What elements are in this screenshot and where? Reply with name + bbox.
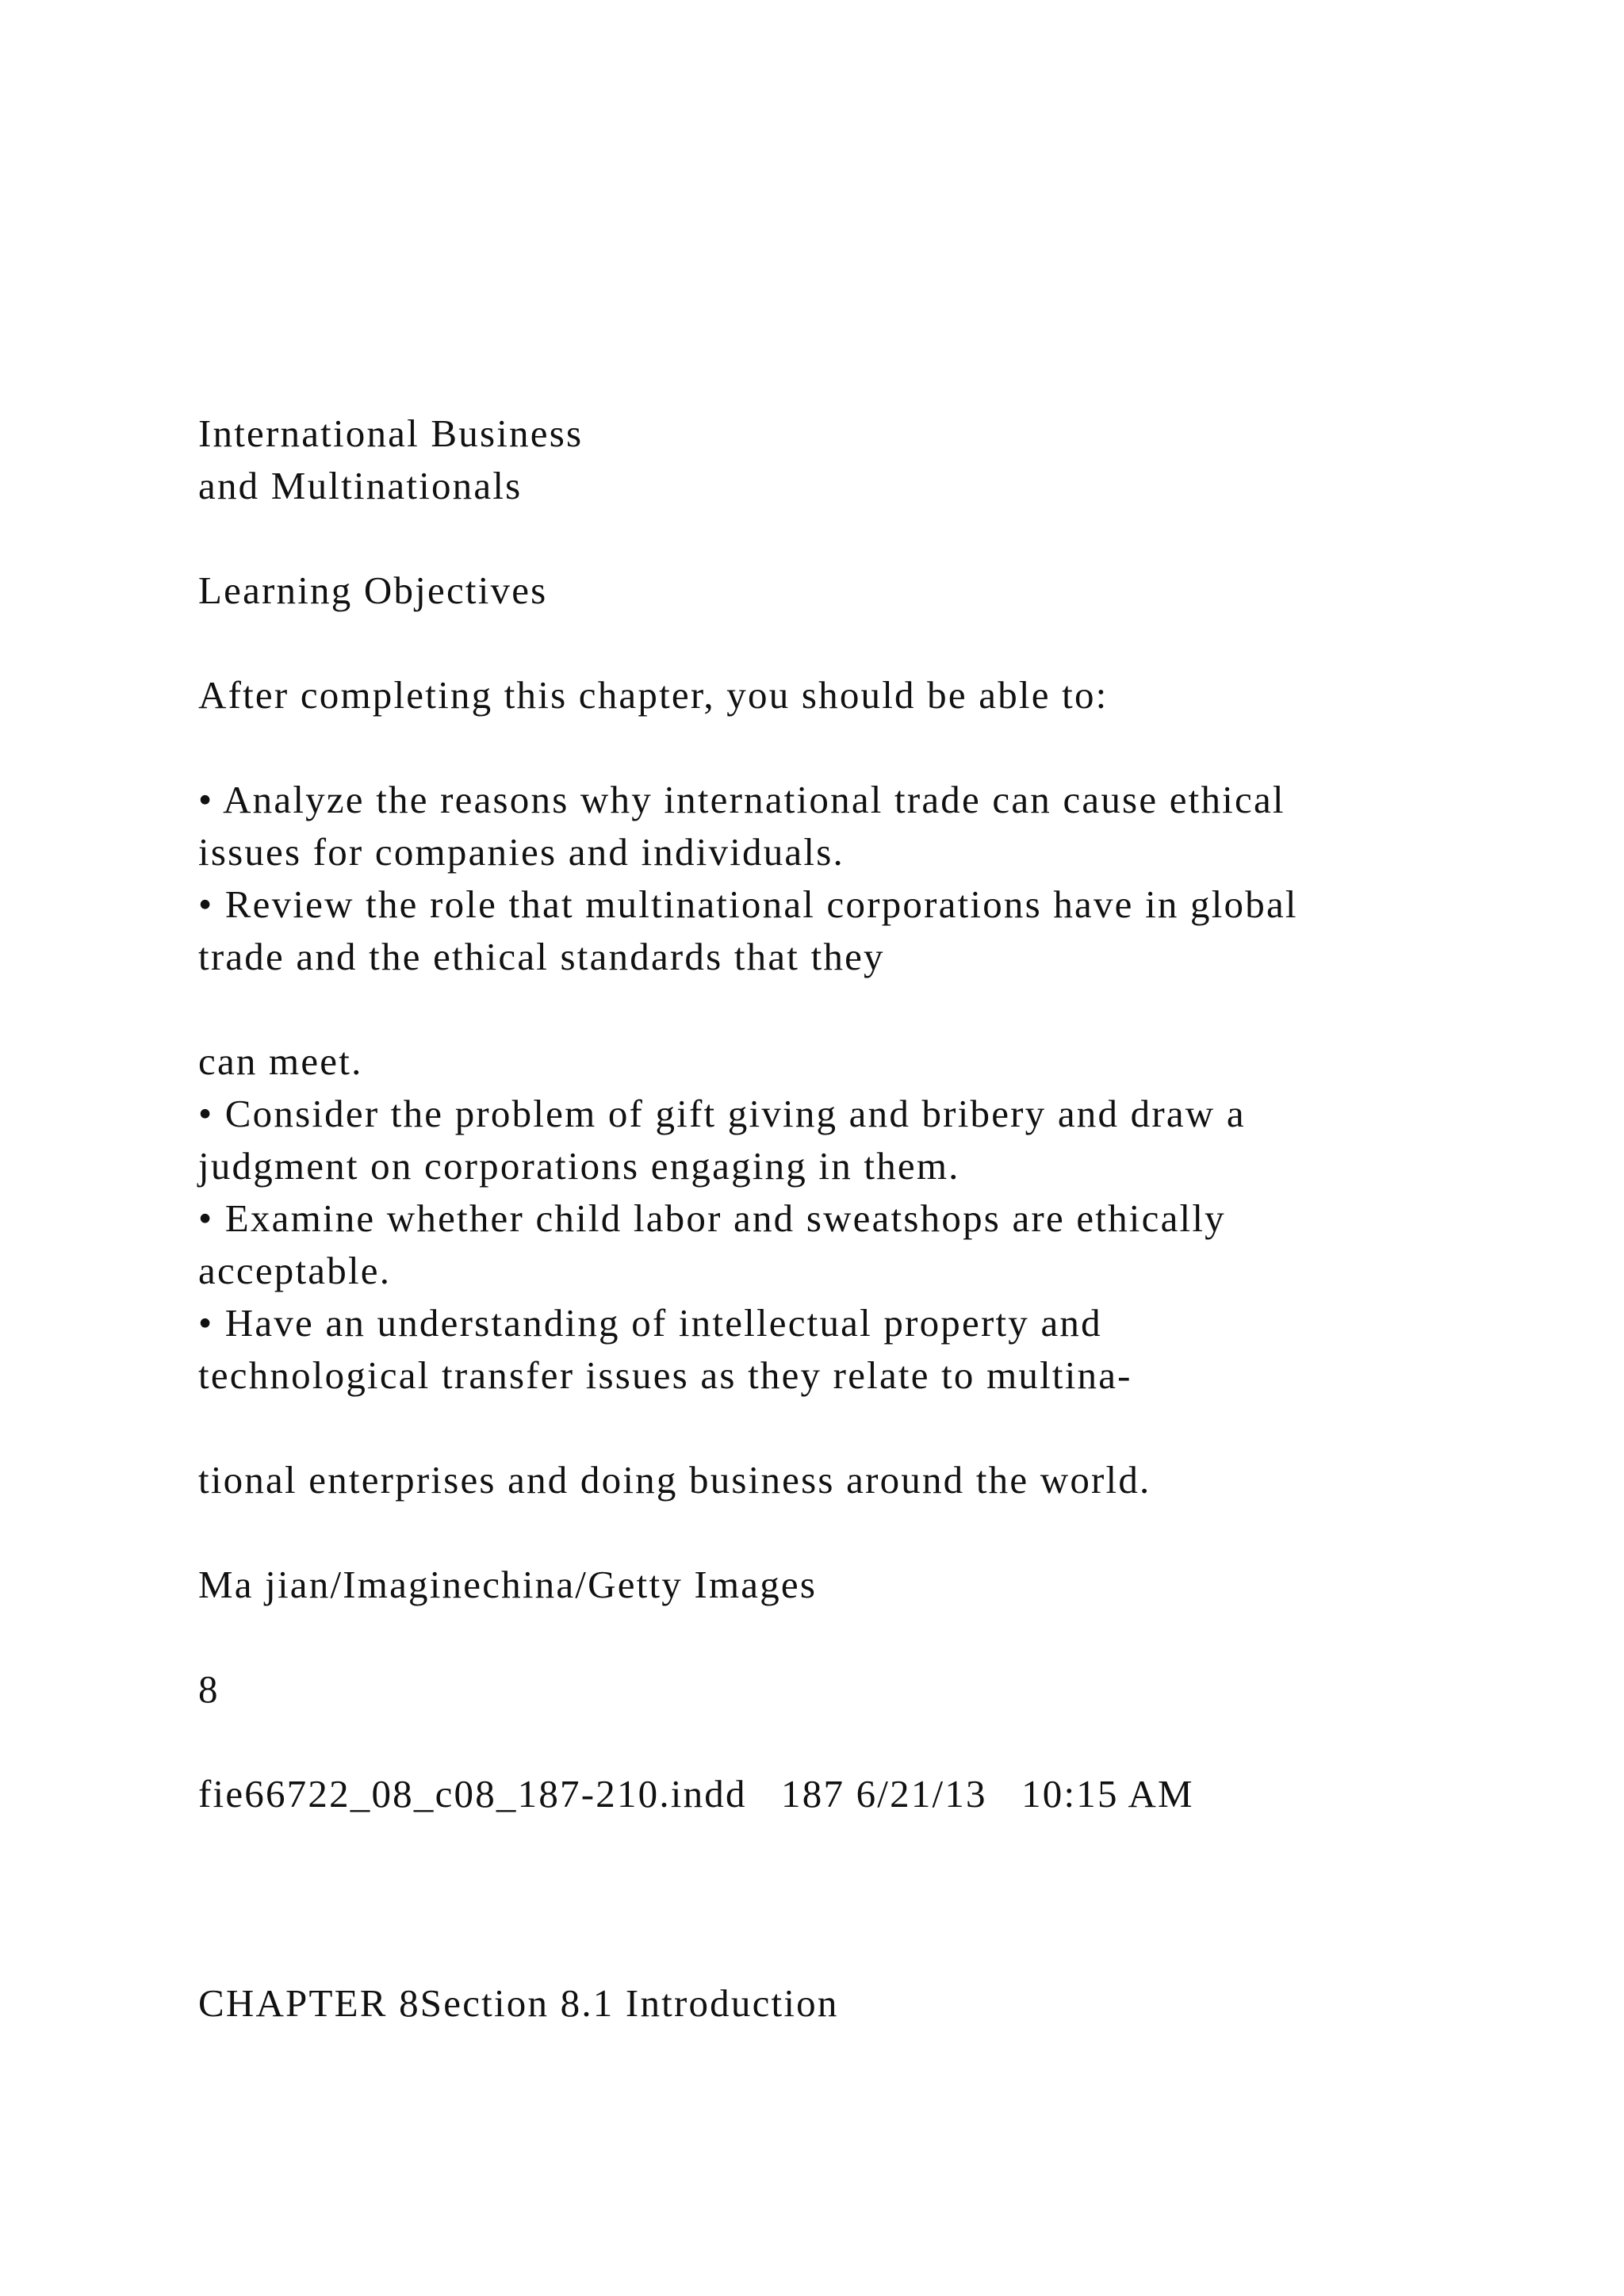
objective-line: • Review the role that multinational corporations have in global	[198, 882, 1298, 926]
objective-line: issues for companies and individuals.	[198, 830, 845, 874]
objective-line: trade and the ethical standards that they	[198, 935, 885, 978]
section-heading: Learning Objectives	[198, 568, 548, 612]
objective-line: • Analyze the reasons why international trade can cause ethical	[198, 778, 1285, 821]
objective-line: judgment on corporations engaging in them.	[198, 1144, 960, 1188]
title-line-1: International Business	[198, 411, 584, 455]
objective-line: • Consider the problem of gift giving and bribery and draw a	[198, 1092, 1246, 1135]
objective-line: can meet.	[198, 1039, 363, 1083]
chapter-number: 8	[198, 1667, 220, 1711]
title-line-2: and Multinationals	[198, 464, 523, 507]
objective-line: tional enterprises and doing business around the world.	[198, 1458, 1151, 1502]
objective-line: acceptable.	[198, 1249, 392, 1292]
photo-credit: Ma jian/Imaginechina/Getty Images	[198, 1563, 818, 1606]
chapter-header: CHAPTER 8Section 8.1 Introduction	[198, 1981, 839, 2025]
objective-line: technological transfer issues as they relate to multina-	[198, 1353, 1132, 1397]
intro-text: After completing this chapter, you should be able to:	[198, 673, 1109, 717]
objective-line: • Examine whether child labor and sweatshops are ethically	[198, 1196, 1226, 1240]
file-slug: fie66722_08_c08_187-210.indd 187 6/21/13 10:15 AM	[198, 1772, 1194, 1816]
objective-line: • Have an understanding of intellectual property and	[198, 1301, 1102, 1345]
